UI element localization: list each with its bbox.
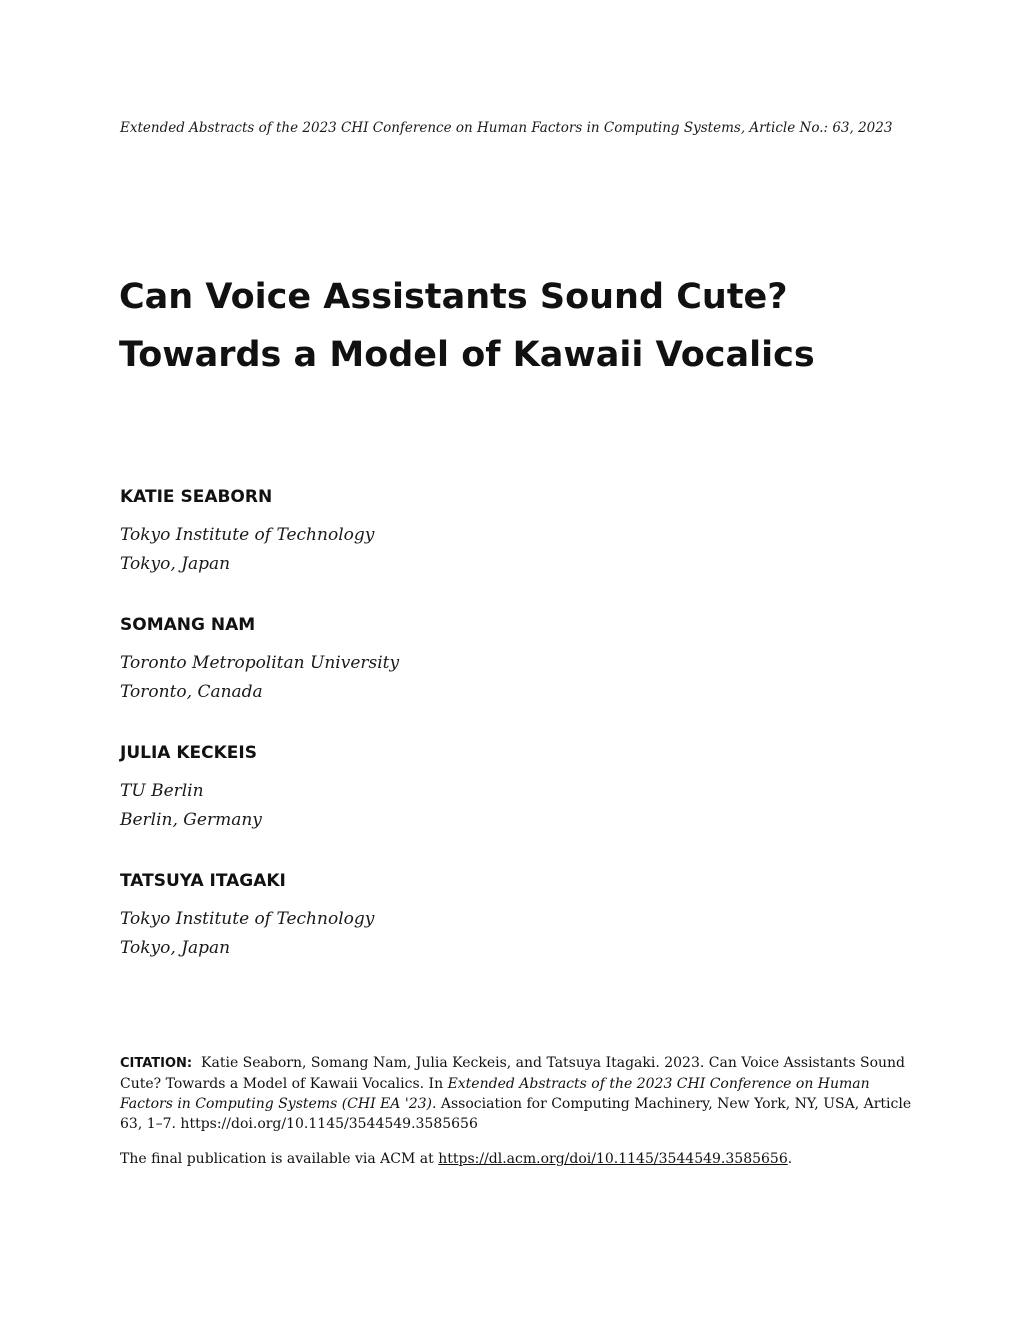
paper-title bbox=[119, 268, 815, 384]
author-name: JULIA KECKEIS bbox=[120, 743, 257, 763]
final-publication-suffix: . bbox=[787, 1151, 793, 1167]
author-block bbox=[120, 613, 399, 741]
author-block bbox=[120, 741, 399, 869]
paper-title-line-2: Towards a Model of Kawaii Vocalics bbox=[119, 335, 815, 375]
final-publication-text: The final publication is available via ACM at bbox=[120, 1151, 439, 1167]
paper-title-line-1: Can Voice Assistants Sound Cute? bbox=[119, 277, 788, 317]
author-institution: Tokyo Institute of Technology bbox=[120, 909, 375, 929]
author-location: Tokyo, Japan bbox=[120, 938, 231, 958]
citation-block bbox=[120, 1053, 920, 1134]
author-block bbox=[120, 869, 399, 997]
citation-publisher: Association for Computing Machinery, New York, NY, USA, Article 63, 1–7. https://doi.org/10.1145/3544549.3585656 bbox=[120, 1096, 912, 1132]
author-block bbox=[120, 485, 399, 613]
author-name: TATSUYA ITAGAKI bbox=[120, 871, 286, 891]
author-list bbox=[120, 485, 399, 997]
author-location: Tokyo, Japan bbox=[120, 554, 231, 574]
acm-doi-link[interactable]: https://dl.acm.org/doi/10.1145/3544549.3585656 bbox=[438, 1151, 788, 1167]
final-publication-note bbox=[120, 1149, 792, 1169]
citation-text: Katie Seaborn, Somang Nam, Julia Keckeis, and Tatsuya Itagaki. 2023. Can Voice Assistants Sound Cute? Towards a Model of Kawaii Vocalics. In bbox=[120, 1055, 906, 1092]
author-name: SOMANG NAM bbox=[120, 615, 256, 635]
citation-label: CITATION: bbox=[120, 1056, 193, 1071]
author-institution: TU Berlin bbox=[120, 781, 204, 801]
author-name: KATIE SEABORN bbox=[120, 487, 273, 507]
author-location: Toronto, Canada bbox=[120, 682, 263, 702]
citation-venue: Extended Abstracts of the 2023 CHI Conference on Human Factors in Computing Systems (CHI EA '23). bbox=[120, 1076, 870, 1112]
author-institution: Tokyo Institute of Technology bbox=[120, 525, 375, 545]
author-institution: Toronto Metropolitan University bbox=[120, 653, 400, 673]
author-location: Berlin, Germany bbox=[120, 810, 262, 830]
venue-line: Extended Abstracts of the 2023 CHI Conference on Human Factors in Computing Systems, Article No.: 63, 2023 bbox=[120, 120, 893, 136]
